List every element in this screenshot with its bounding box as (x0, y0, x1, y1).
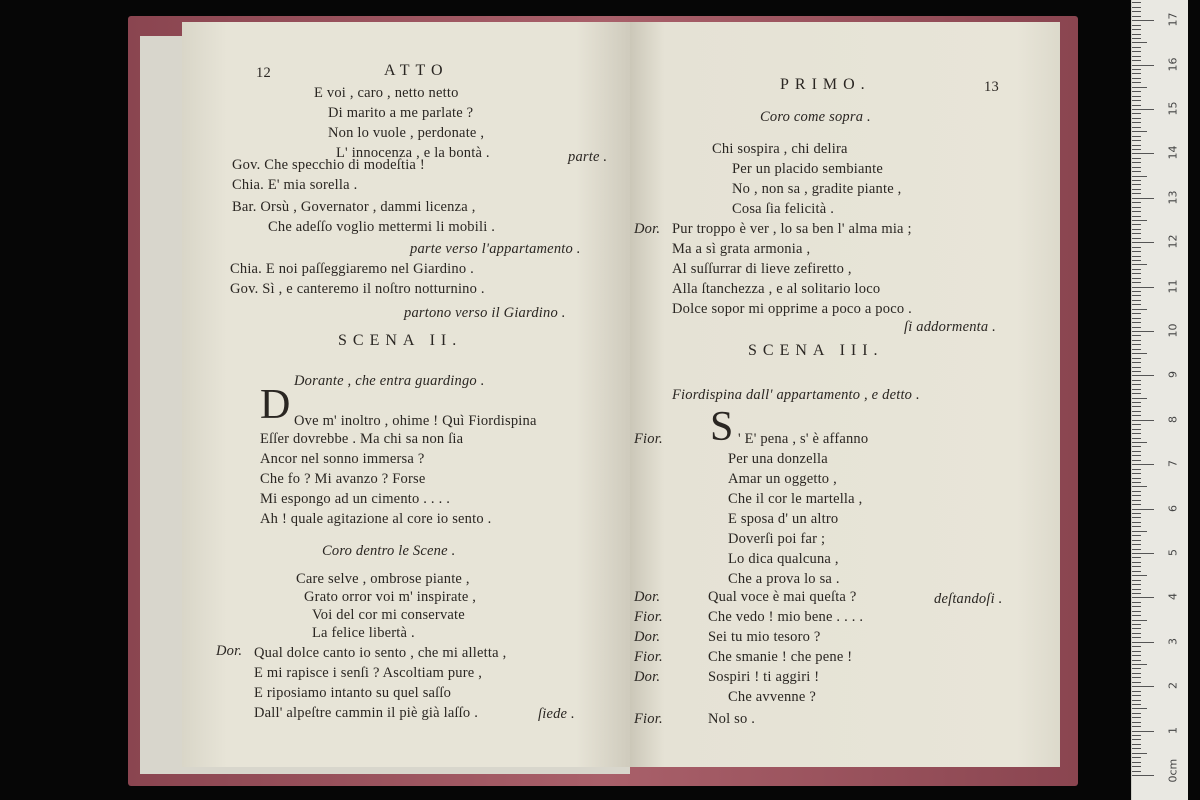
ruler-tick (1132, 65, 1154, 66)
ruler-tick (1132, 291, 1141, 292)
ruler-tick (1132, 309, 1147, 310)
text-line: Ove m' inoltro , ohime ! Quì Fiordispina (294, 413, 537, 429)
ruler-tick (1132, 38, 1141, 39)
text-line: Gov. Che specchio di modeſtia ! (232, 157, 425, 173)
text-line: Ma a sì grata armonia , (672, 241, 811, 257)
speaker-label: Fior. (634, 431, 663, 447)
ruler-tick (1132, 509, 1154, 510)
ruler-tick (1132, 202, 1141, 203)
ruler-tick (1132, 460, 1141, 461)
ruler-label: 0cm (1166, 758, 1180, 783)
ruler-tick (1132, 380, 1141, 381)
ruler-tick (1132, 700, 1141, 701)
ruler-tick (1132, 78, 1141, 79)
ruler-tick (1132, 628, 1141, 629)
chorus-line: La felice libertà . (312, 625, 415, 641)
ruler-tick (1132, 757, 1141, 758)
left-page (182, 22, 630, 767)
text-line: Dall' alpeſtre cammin il piè già laſſo . (254, 705, 479, 721)
running-head: ATTO (384, 62, 449, 79)
stage-direction: parte verso l'appartamento . (410, 241, 581, 257)
ruler-tick (1132, 96, 1141, 97)
ruler-tick (1132, 393, 1141, 394)
ruler-tick (1132, 362, 1141, 363)
ruler-tick (1132, 717, 1141, 718)
ruler-tick (1132, 162, 1141, 163)
ruler-tick (1132, 637, 1141, 638)
ruler-tick (1132, 73, 1141, 74)
text-line: ' E' pena , s' è affanno (738, 431, 869, 447)
text-line: Alla ſtanchezza , e al solitario loco (672, 281, 881, 297)
ruler-label: 13 (1166, 190, 1180, 205)
ruler-tick (1132, 482, 1141, 483)
ruler-tick (1132, 775, 1154, 776)
ruler-tick (1132, 589, 1141, 590)
ruler-tick (1132, 682, 1141, 683)
ruler-tick (1132, 557, 1141, 558)
scene-heading: SCENA III. (748, 342, 884, 359)
text-line: Sospiri ! ti aggiri ! (708, 669, 820, 685)
text-line: Doverſi poi far ; (728, 531, 826, 547)
speaker-label: Fior. (634, 649, 663, 665)
ruler-tick (1132, 549, 1141, 550)
ruler-tick (1132, 771, 1141, 772)
ruler-tick (1132, 735, 1141, 736)
ruler-tick (1132, 389, 1141, 390)
ruler-tick (1132, 145, 1141, 146)
ruler-tick (1132, 553, 1154, 554)
ruler-label: 7 (1166, 460, 1180, 468)
ruler-tick (1132, 375, 1154, 376)
ruler-tick (1132, 7, 1141, 8)
drop-cap: S (710, 404, 734, 450)
ruler-tick (1132, 344, 1141, 345)
ruler-label: 3 (1166, 637, 1180, 645)
ruler-tick (1132, 247, 1141, 248)
ruler-tick (1132, 531, 1147, 532)
ruler-tick (1132, 438, 1141, 439)
stage-direction: parte . (568, 149, 608, 165)
ruler-tick (1132, 766, 1141, 767)
ruler-tick (1132, 593, 1141, 594)
ruler-label: 8 (1166, 415, 1180, 423)
ruler-tick (1132, 122, 1141, 123)
ruler-tick (1132, 158, 1141, 159)
text-line: E sposa d' un altro (728, 511, 839, 527)
text-line: Amar un oggetto , (728, 471, 837, 487)
ruler-tick (1132, 540, 1141, 541)
ruler-tick (1132, 451, 1141, 452)
ruler-tick (1132, 433, 1141, 434)
text-line: E mi rapisce i senſi ? Ascoltiam pure , (254, 665, 483, 681)
ruler-tick (1132, 29, 1141, 30)
text-line: Non lo vuole , perdonate , (328, 125, 485, 141)
ruler-label: 6 (1166, 504, 1180, 512)
ruler-tick (1132, 624, 1141, 625)
ruler-tick (1132, 269, 1141, 270)
ruler-tick (1132, 420, 1154, 421)
ruler-tick (1132, 495, 1141, 496)
text-line: Pur troppo è ver , lo sa ben l' alma mia ; (672, 221, 912, 237)
text-line: Di marito a me parlate ? (328, 105, 474, 121)
ruler-tick (1132, 611, 1141, 612)
ruler-label: 1 (1166, 726, 1180, 734)
ruler-tick (1132, 87, 1147, 88)
text-line: Che fo ? Mi avanzo ? Forse (260, 471, 426, 487)
text-line: Mi espongo ad un cimento . . . . (260, 491, 451, 507)
page-number: 13 (984, 79, 999, 95)
text-line: Qual dolce canto io sento , che mi alletta , (254, 645, 507, 661)
ruler-tick (1132, 677, 1141, 678)
ruler-tick (1132, 633, 1141, 634)
speaker-label: Dor. (216, 643, 243, 659)
ruler-tick (1132, 340, 1141, 341)
stage-direction: partono verso il Giardino . (404, 305, 566, 321)
ruler-tick (1132, 673, 1141, 674)
chorus-line: Grato orror voi m' inspirate , (304, 589, 477, 605)
ruler-tick (1132, 731, 1154, 732)
ruler-tick (1132, 295, 1141, 296)
ruler-tick (1132, 469, 1141, 470)
ruler-tick (1132, 704, 1141, 705)
ruler-tick (1132, 47, 1141, 48)
ruler-tick (1132, 762, 1141, 763)
speaker-label: Dor. (634, 589, 661, 605)
ruler-tick (1132, 424, 1141, 425)
ruler-tick (1132, 726, 1141, 727)
ruler-tick (1132, 198, 1154, 199)
text-line: E riposiamo intanto su quel saſſo (254, 685, 452, 701)
text-line: Bar. Orsù , Governator , dammi licenza , (232, 199, 476, 215)
ruler-tick (1132, 20, 1154, 21)
stage-direction: deſtandoſi . (934, 591, 1003, 607)
ruler-tick (1132, 304, 1141, 305)
ruler-tick (1132, 668, 1141, 669)
ruler-tick (1132, 415, 1141, 416)
ruler-tick (1132, 486, 1147, 487)
ruler-tick (1132, 646, 1141, 647)
ruler-tick (1132, 429, 1141, 430)
ruler-tick (1132, 318, 1141, 319)
measurement-ruler (1131, 0, 1188, 800)
ruler-tick (1132, 313, 1141, 314)
text-line: Che il cor le martella , (728, 491, 863, 507)
ruler-tick (1132, 651, 1141, 652)
text-line: Eſſer dovrebbe . Ma chi sa non ſia (260, 431, 464, 447)
ruler-tick (1132, 535, 1141, 536)
text-line: Qual voce è mai queſta ? (708, 589, 857, 605)
ruler-tick (1132, 11, 1141, 12)
ruler-tick (1132, 149, 1141, 150)
text-line: Al suſſurrar di lieve zefiretto , (672, 261, 852, 277)
ruler-tick (1132, 176, 1147, 177)
ruler-tick (1132, 526, 1141, 527)
speaker-label: Fior. (634, 609, 663, 625)
ruler-tick (1132, 16, 1141, 17)
ruler-tick (1132, 371, 1141, 372)
ruler-label: 16 (1166, 57, 1180, 72)
ruler-tick (1132, 34, 1141, 35)
ruler-tick (1132, 748, 1141, 749)
ruler-label: 11 (1166, 279, 1180, 294)
ruler-tick (1132, 327, 1141, 328)
text-line: Ah ! quale agitazione al core io sento . (260, 511, 492, 527)
ruler-tick (1132, 580, 1141, 581)
ruler-tick (1132, 664, 1147, 665)
ruler-tick (1132, 193, 1141, 194)
ruler-label: 14 (1166, 145, 1180, 160)
ruler-tick (1132, 220, 1147, 221)
ruler-tick (1132, 207, 1141, 208)
ruler-tick (1132, 478, 1141, 479)
ruler-tick (1132, 136, 1141, 137)
text-line: Chia. E' mia sorella . (232, 177, 358, 193)
chorus-heading: Coro dentro le Scene . (322, 543, 456, 559)
ruler-tick (1132, 562, 1141, 563)
ruler-label: 9 (1166, 371, 1180, 379)
ruler-tick (1132, 300, 1141, 301)
ruler-tick (1132, 91, 1141, 92)
ruler-tick (1132, 500, 1141, 501)
ruler-tick (1132, 544, 1141, 545)
ruler-tick (1132, 180, 1141, 181)
ruler-tick (1132, 167, 1141, 168)
ruler-label: 4 (1166, 593, 1180, 601)
stage-direction: ſi addormenta . (904, 319, 997, 335)
text-line: Che adeſſo voglio mettermi li mobili . (268, 219, 496, 235)
ruler-tick (1132, 584, 1141, 585)
text-line: Che vedo ! mio bene . . . . (708, 609, 864, 625)
text-line: Dolce sopor mi opprime a poco a poco . (672, 301, 912, 317)
ruler-tick (1132, 571, 1141, 572)
chorus-line: Care selve , ombrose piante , (296, 571, 470, 587)
ruler-label: 10 (1166, 323, 1180, 338)
ruler-tick (1132, 60, 1141, 61)
stage-direction: ſiede . (538, 706, 575, 722)
ruler-label: 12 (1166, 234, 1180, 249)
ruler-tick (1132, 620, 1147, 621)
ruler-tick (1132, 713, 1141, 714)
ruler-tick (1132, 224, 1141, 225)
chorus-line: Chi sospira , chi delira (712, 141, 848, 157)
speaker-label: Dor. (634, 629, 661, 645)
text-line: L' innocenza , e la bontà . (336, 145, 490, 161)
ruler-tick (1132, 446, 1141, 447)
ruler-tick (1132, 273, 1141, 274)
text-line: Lo dica qualcuna , (728, 551, 839, 567)
chorus-heading: Coro come sopra . (760, 109, 871, 125)
ruler-tick (1132, 229, 1141, 230)
text-line: Ancor nel sonno immersa ? (260, 451, 425, 467)
ruler-tick (1132, 491, 1141, 492)
ruler-tick (1132, 406, 1141, 407)
ruler-tick (1132, 322, 1141, 323)
ruler-tick (1132, 513, 1141, 514)
ruler-tick (1132, 42, 1147, 43)
ruler-tick (1132, 251, 1141, 252)
ruler-tick (1132, 51, 1141, 52)
text-line: Che avvenne ? (728, 689, 816, 705)
ruler-tick (1132, 2, 1141, 3)
ruler-tick (1132, 82, 1141, 83)
ruler-tick (1132, 642, 1154, 643)
ruler-tick (1132, 233, 1141, 234)
ruler-tick (1132, 358, 1141, 359)
ruler-tick (1132, 127, 1141, 128)
text-line: Nol so . (708, 711, 756, 727)
ruler-tick (1132, 105, 1141, 106)
page-number: 12 (256, 65, 271, 81)
ruler-tick (1132, 504, 1141, 505)
text-line: E voi , caro , netto netto (314, 85, 459, 101)
chorus-line: No , non sa , gradite piante , (732, 181, 902, 197)
ruler-tick (1132, 242, 1154, 243)
text-line: Che smanie ! che pene ! (708, 649, 853, 665)
ruler-tick (1132, 69, 1141, 70)
ruler-tick (1132, 118, 1141, 119)
text-line: Per una donzella (728, 451, 828, 467)
ruler-tick (1132, 335, 1141, 336)
ruler-tick (1132, 517, 1141, 518)
scene-direction: Dorante , che entra guardingo . (294, 373, 485, 389)
ruler-tick (1132, 753, 1147, 754)
ruler-tick (1132, 686, 1154, 687)
chorus-line: Per un placido sembiante (732, 161, 883, 177)
ruler-tick (1132, 278, 1141, 279)
ruler-tick (1132, 691, 1141, 692)
ruler-tick (1132, 56, 1141, 57)
ruler-tick (1132, 615, 1141, 616)
ruler-tick (1132, 402, 1141, 403)
ruler-tick (1132, 473, 1141, 474)
text-line: Sei tu mio tesoro ? (708, 629, 821, 645)
ruler-tick (1132, 287, 1154, 288)
ruler-tick (1132, 744, 1141, 745)
ruler-tick (1132, 260, 1141, 261)
chorus-line: Voi del cor mi conservate (312, 607, 465, 623)
ruler-label: 17 (1166, 12, 1180, 27)
ruler-tick (1132, 238, 1141, 239)
ruler-tick (1132, 442, 1147, 443)
ruler-tick (1132, 25, 1141, 26)
ruler-tick (1132, 109, 1154, 110)
ruler-tick (1132, 695, 1141, 696)
ruler-label: 5 (1166, 549, 1180, 556)
ruler-tick (1132, 331, 1154, 332)
ruler-tick (1132, 597, 1154, 598)
ruler-tick (1132, 264, 1147, 265)
ruler-tick (1132, 367, 1141, 368)
ruler-tick (1132, 464, 1154, 465)
ruler-tick (1132, 708, 1147, 709)
ruler-tick (1132, 522, 1141, 523)
ruler-tick (1132, 140, 1141, 141)
chorus-line: Cosa ſia felicità . (732, 201, 835, 217)
ruler-tick (1132, 722, 1141, 723)
ruler-tick (1132, 739, 1141, 740)
text-line: Che a prova lo sa . (728, 571, 840, 587)
ruler-tick (1132, 131, 1147, 132)
ruler-label: 15 (1166, 101, 1180, 116)
right-page (630, 22, 1060, 767)
speaker-label: Fior. (634, 711, 663, 727)
ruler-tick (1132, 211, 1141, 212)
ruler-tick (1132, 100, 1141, 101)
ruler-tick (1132, 411, 1141, 412)
ruler-tick (1132, 575, 1147, 576)
ruler-tick (1132, 216, 1141, 217)
scene-direction: Fiordispina dall' appartamento , e detto . (672, 387, 920, 403)
ruler-tick (1132, 184, 1141, 185)
ruler-tick (1132, 113, 1141, 114)
ruler-tick (1132, 171, 1141, 172)
ruler-tick (1132, 655, 1141, 656)
drop-cap: D (260, 382, 291, 428)
ruler-tick (1132, 602, 1141, 603)
ruler-tick (1132, 189, 1141, 190)
ruler-label: 2 (1166, 682, 1180, 690)
ruler-tick (1132, 398, 1147, 399)
ruler-tick (1132, 566, 1141, 567)
speaker-label: Dor. (634, 221, 661, 237)
scene-heading: SCENA II. (338, 332, 463, 349)
ruler-tick (1132, 282, 1141, 283)
speaker-label: Dor. (634, 669, 661, 685)
ruler-tick (1132, 349, 1141, 350)
ruler-tick (1132, 660, 1141, 661)
ruler-tick (1132, 606, 1141, 607)
ruler-tick (1132, 153, 1154, 154)
running-head: PRIMO. (780, 76, 871, 93)
text-line: Gov. Sì , e canteremo il noſtro notturnino . (230, 281, 485, 297)
ruler-tick (1132, 353, 1147, 354)
text-line: Chia. E noi paſſeggiaremo nel Giardino . (230, 261, 474, 277)
ruler-tick (1132, 455, 1141, 456)
ruler-tick (1132, 256, 1141, 257)
ruler-tick (1132, 384, 1141, 385)
